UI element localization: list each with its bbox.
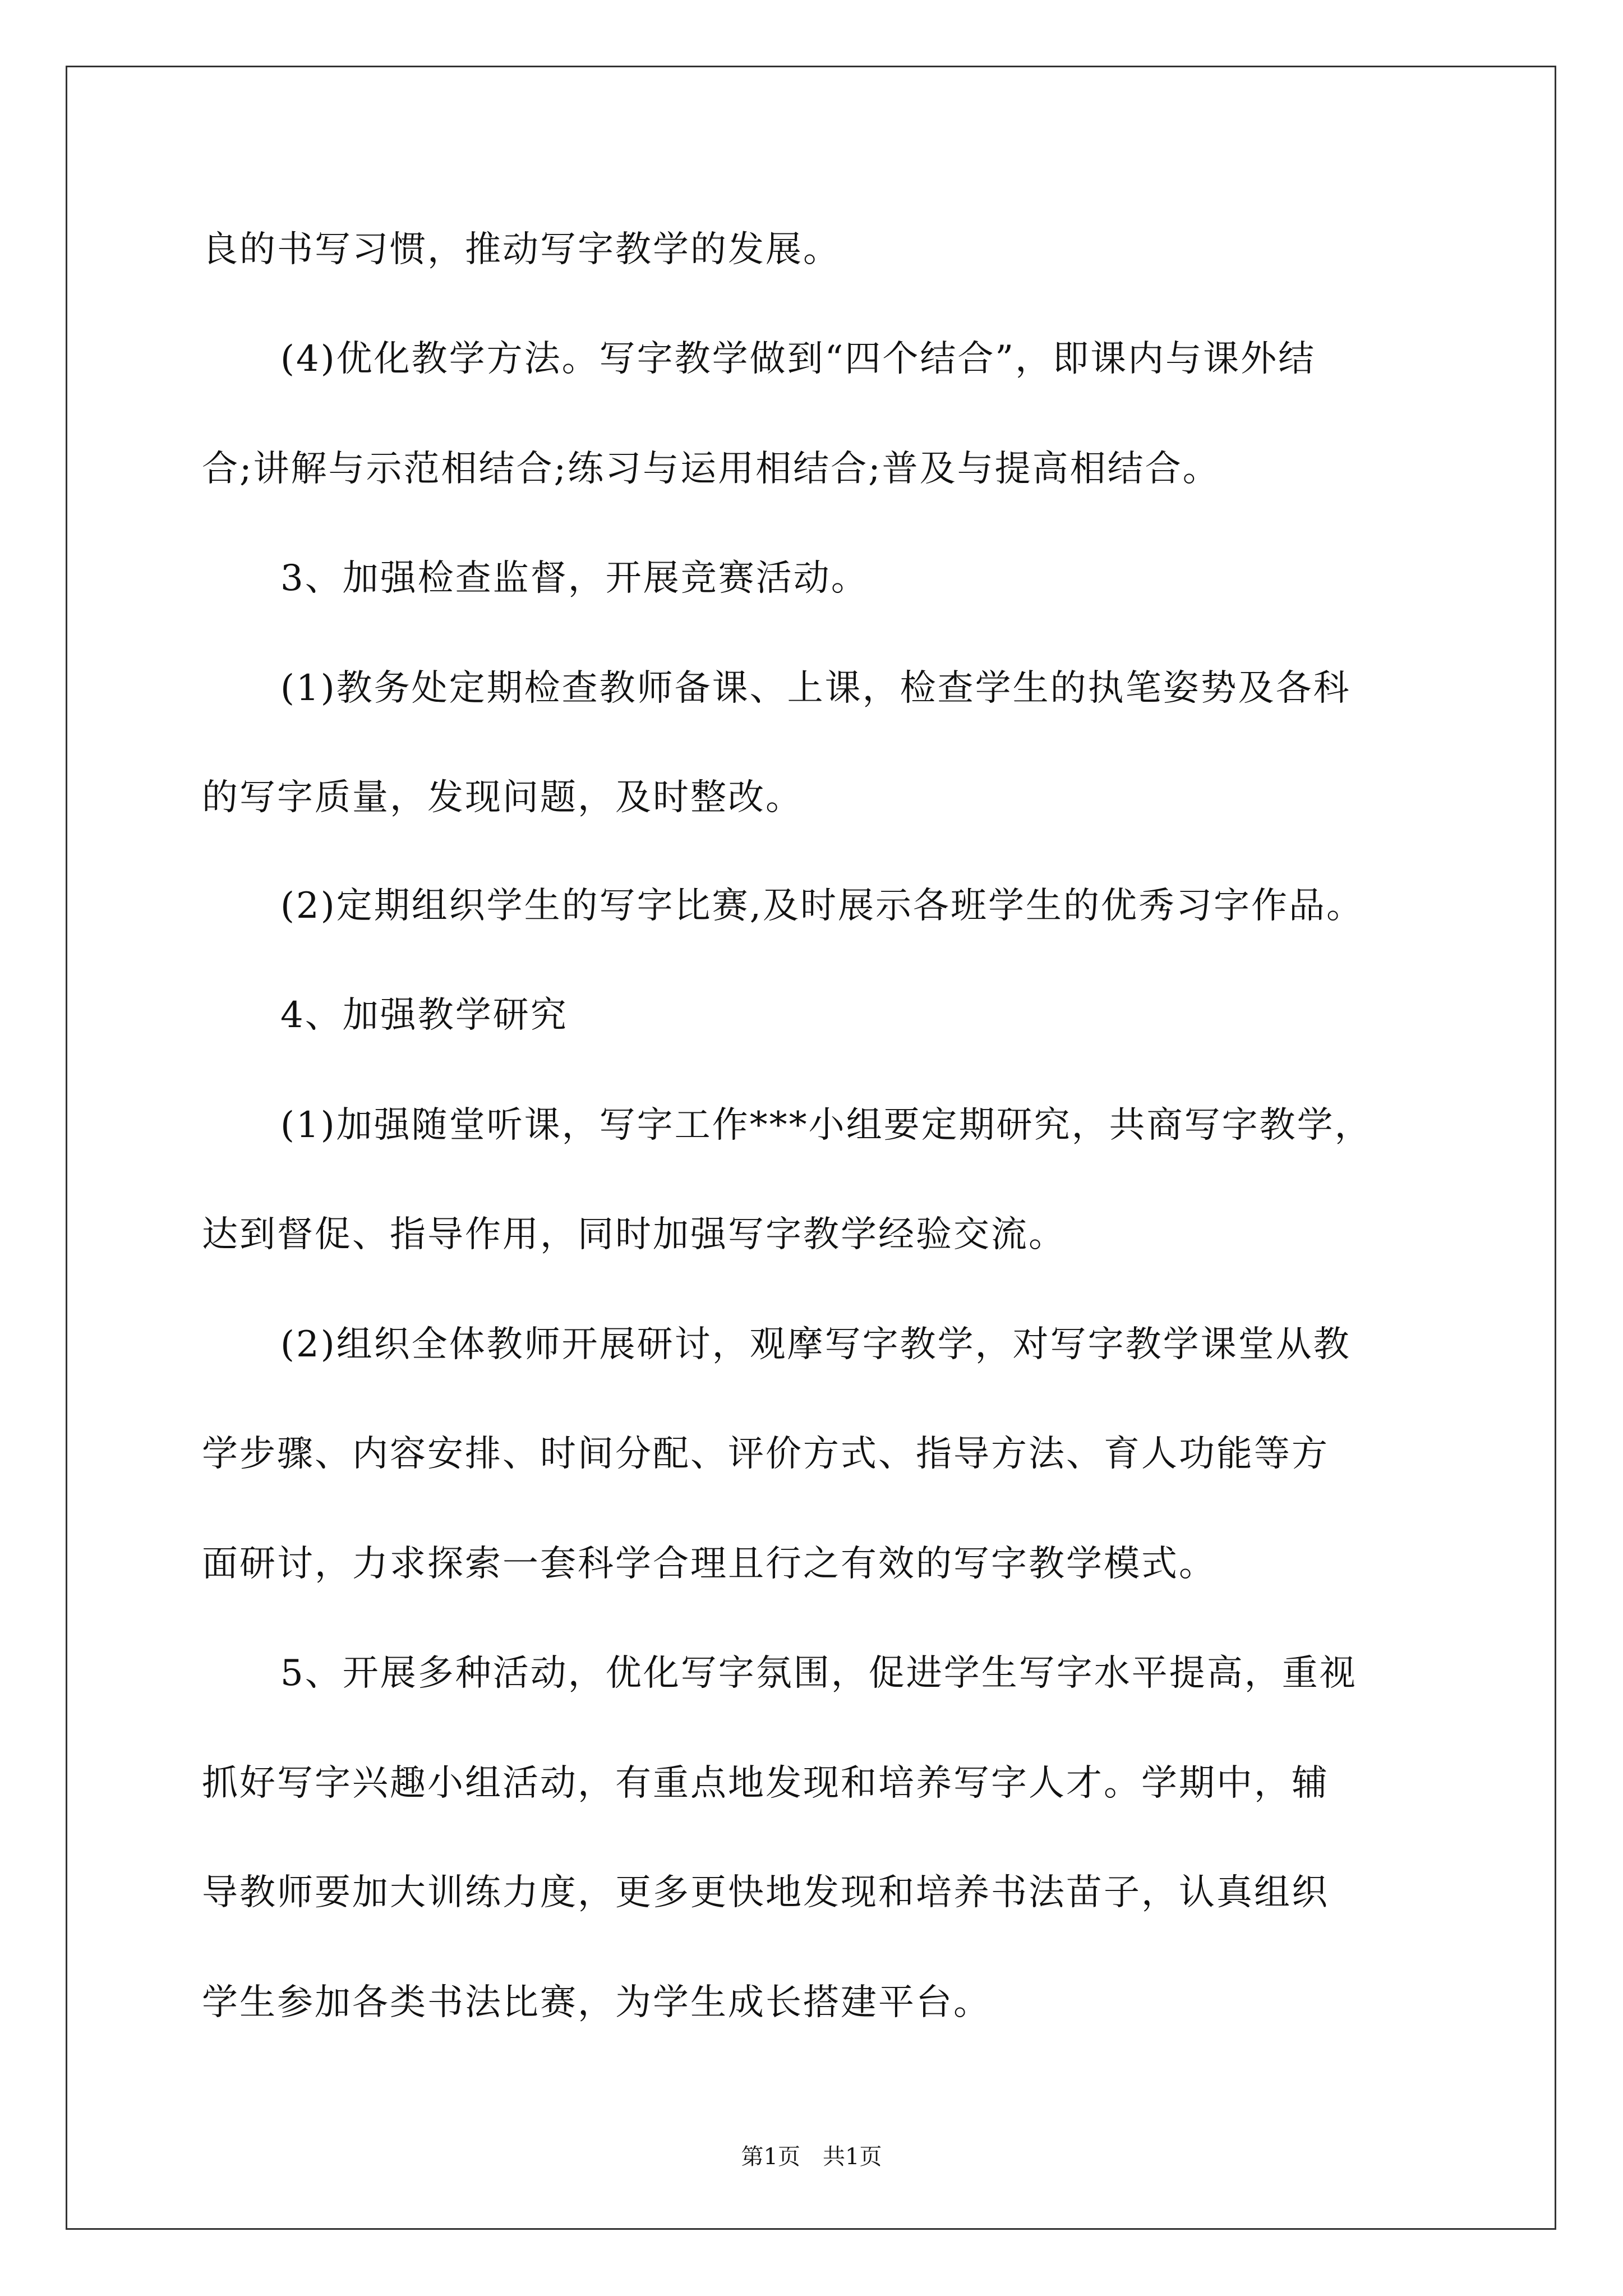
paragraph-line: 良的书写习惯，推动写字教学的发展。: [202, 229, 841, 270]
paragraph-line: 学步骤、内容安排、时间分配、评价方式、指导方法、育人功能等方: [202, 1433, 1329, 1475]
paragraph-line: 合;讲解与示范相结合;练习与运用相结合;普及与提高相结合。: [202, 448, 1220, 490]
paragraph-line: 5、开展多种活动，优化写字氛围，促进学生写字水平提高，重视: [280, 1653, 1357, 1694]
paragraph-line: (1)加强随堂听课，写字工作***小组要定期研究，共商写字教学，: [280, 1105, 1372, 1146]
paragraph-line: 的写字质量，发现问题，及时整改。: [202, 777, 803, 818]
paragraph-line: 抓好写字兴趣小组活动，有重点地发现和培养写字人才。学期中，辅: [202, 1763, 1329, 1804]
paragraph-line: (2)组织全体教师开展研讨，观摩写字教学，对写字教学课堂从教: [280, 1324, 1351, 1365]
paragraph-line: (4)优化教学方法。写字教学做到“四个结合”，即课内与课外结: [280, 338, 1316, 380]
paragraph-line: 导教师要加大训练力度，更多更快地发现和培养书法苗子，认真组织: [202, 1872, 1329, 1913]
page-number-footer: 第1页 共1页: [741, 2144, 882, 2170]
paragraph-line: (2)定期组织学生的写字比赛,及时展示各班学生的优秀习字作品。: [280, 885, 1364, 927]
paragraph-line: 4、加强教学研究: [280, 995, 568, 1036]
paragraph-line: 达到督促、指导作用，同时加强写字教学经验交流。: [202, 1214, 1066, 1255]
paragraph-line: (1)教务处定期检查教师备课、上课，检查学生的执笔姿势及各科: [280, 668, 1351, 709]
paragraph-line: 学生参加各类书法比赛，为学生成长搭建平台。: [202, 1982, 991, 2023]
paragraph-line: 面研讨，力求探索一套科学合理且行之有效的写字教学模式。: [202, 1543, 1216, 1585]
paragraph-line: 3、加强检查监督，开展竞赛活动。: [280, 558, 869, 599]
